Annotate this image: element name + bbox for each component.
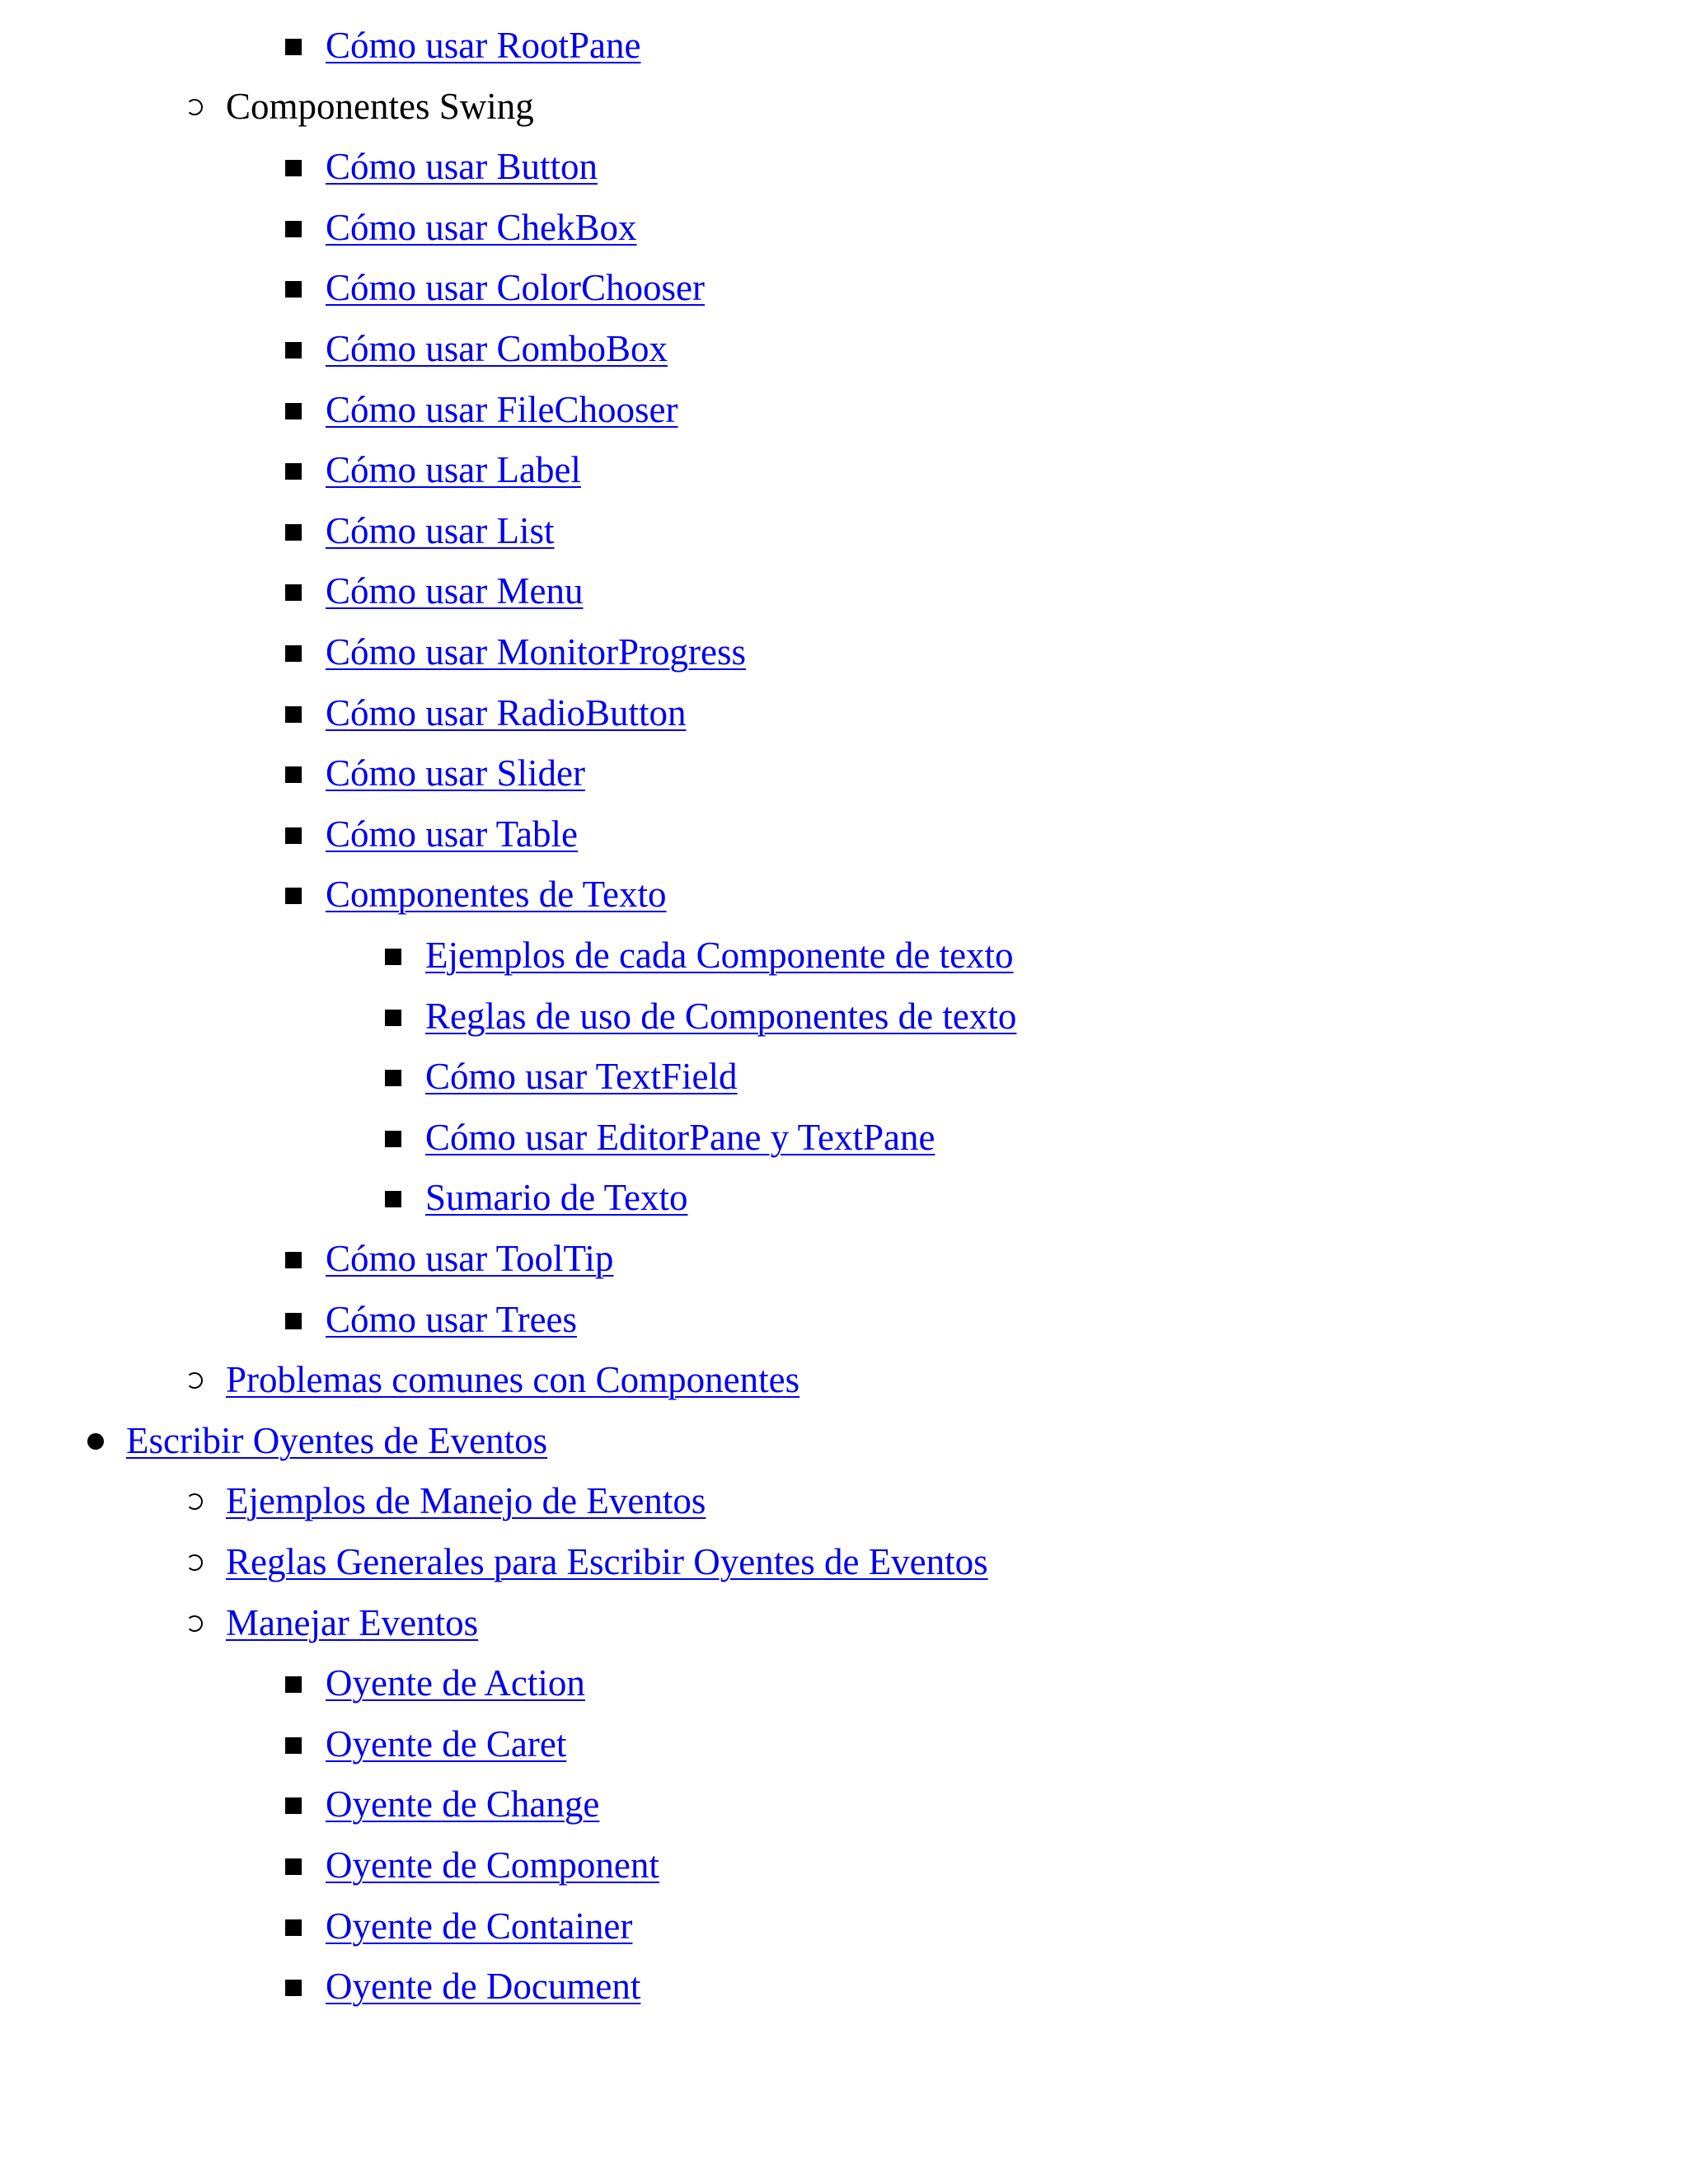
- toc-item-como-usar-label: [0, 439, 1688, 500]
- toc-link[interactable]: Cómo usar Slider: [326, 752, 585, 794]
- toc-link[interactable]: Ejemplos de Manejo de Eventos: [226, 1480, 706, 1522]
- toc-link[interactable]: Cómo usar TextField: [425, 1056, 738, 1098]
- square-bullet-icon: [282, 1896, 307, 1957]
- toc-item-como-usar-colorchooser: [0, 257, 1688, 318]
- toc-item-oyente-de-container: [0, 1896, 1688, 1957]
- toc-link[interactable]: Cómo usar MonitorProgress: [326, 631, 746, 673]
- square-bullet-icon: [382, 1107, 406, 1168]
- toc-link[interactable]: Oyente de Component: [326, 1844, 659, 1886]
- square-bullet-icon: [282, 1835, 307, 1896]
- circle-bullet-icon: [183, 1531, 208, 1592]
- square-bullet-icon: [282, 1228, 307, 1289]
- toc-item-como-usar-combobox: [0, 318, 1688, 379]
- toc-link[interactable]: Reglas de uso de Componentes de texto: [425, 995, 1017, 1037]
- square-bullet-icon: [282, 743, 307, 804]
- toc-link[interactable]: Cómo usar Table: [326, 813, 578, 855]
- toc-item-como-usar-slider: [0, 743, 1688, 804]
- toc-item-como-usar-textfield: [0, 1046, 1688, 1107]
- square-bullet-icon: [382, 1167, 406, 1228]
- square-bullet-icon: [282, 318, 307, 379]
- toc-link[interactable]: Cómo usar RadioButton: [326, 691, 687, 733]
- toc-link[interactable]: Cómo usar ChekBox: [326, 206, 637, 248]
- toc-link[interactable]: Cómo usar ComboBox: [326, 328, 668, 369]
- toc-item-manejar-eventos: [0, 1592, 1688, 1653]
- toc-item-componentes-de-texto: [0, 864, 1688, 925]
- toc-item-como-usar-rootpane: [0, 15, 1688, 76]
- toc-item-componentes-swing: [0, 76, 1688, 137]
- square-bullet-icon: [282, 1956, 307, 2017]
- toc-item-escribir-oyentes-de-eventos: [0, 1410, 1688, 1471]
- square-bullet-icon: [282, 682, 307, 743]
- toc-item-como-usar-monitorprogress: [0, 621, 1688, 682]
- toc-item-problemas-comunes-con-componentes: [0, 1349, 1688, 1410]
- toc-item-como-usar-editorpane-y-textpane: [0, 1107, 1688, 1168]
- toc-link[interactable]: Componentes de Texto: [326, 874, 667, 916]
- toc-link[interactable]: Ejemplos de cada Componente de texto: [425, 935, 1014, 976]
- toc-link[interactable]: Cómo usar FileChooser: [326, 388, 678, 430]
- toc-item-como-usar-table: [0, 804, 1688, 865]
- toc-item-sumario-de-texto: [0, 1167, 1688, 1228]
- toc-item-oyente-de-component: [0, 1835, 1688, 1896]
- toc-item-como-usar-chekbox: [0, 197, 1688, 258]
- toc-link[interactable]: Problemas comunes con Componentes: [226, 1359, 800, 1401]
- square-bullet-icon: [282, 1713, 307, 1774]
- toc-link[interactable]: Oyente de Document: [326, 1966, 641, 2008]
- toc-link[interactable]: Oyente de Container: [326, 1905, 633, 1947]
- toc-link[interactable]: Sumario de Texto: [425, 1177, 688, 1219]
- circle-bullet-icon: [183, 1349, 208, 1410]
- square-bullet-icon: [282, 136, 307, 197]
- toc-link[interactable]: Cómo usar List: [326, 509, 555, 551]
- toc-link[interactable]: Cómo usar ColorChooser: [326, 267, 705, 309]
- toc-item-como-usar-tooltip: [0, 1228, 1688, 1289]
- toc-link[interactable]: Manejar Eventos: [226, 1601, 479, 1643]
- square-bullet-icon: [382, 986, 406, 1047]
- toc-link[interactable]: Oyente de Change: [326, 1783, 600, 1825]
- toc-link[interactable]: Cómo usar ToolTip: [326, 1238, 614, 1279]
- toc-item-reglas-generales-para-escribir-oyentes-de-eventos: [0, 1531, 1688, 1592]
- toc-item-como-usar-radiobutton: [0, 682, 1688, 743]
- toc-item-como-usar-menu: [0, 560, 1688, 621]
- square-bullet-icon: [282, 379, 307, 440]
- toc-link[interactable]: Cómo usar Label: [326, 449, 581, 491]
- square-bullet-icon: [282, 864, 307, 925]
- toc-item-como-usar-filechooser: [0, 379, 1688, 440]
- toc-item-oyente-de-caret: [0, 1713, 1688, 1774]
- toc-heading: Componentes Swing: [226, 85, 534, 127]
- toc-link[interactable]: Oyente de Caret: [326, 1722, 567, 1765]
- toc-item-ejemplos-de-cada-componente-de-texto: [0, 925, 1688, 986]
- toc-item-como-usar-list: [0, 500, 1688, 561]
- toc-link[interactable]: Escribir Oyentes de Eventos: [126, 1419, 548, 1461]
- circle-bullet-icon: [183, 76, 208, 137]
- toc-item-oyente-de-change: [0, 1774, 1688, 1835]
- square-bullet-icon: [282, 439, 307, 500]
- toc-item-como-usar-button: [0, 136, 1688, 197]
- toc-item-reglas-de-uso-de-componentes-de-texto: [0, 986, 1688, 1047]
- disc-bullet-icon: [84, 1410, 109, 1471]
- square-bullet-icon: [282, 1289, 307, 1350]
- circle-bullet-icon: [183, 1592, 208, 1653]
- toc-link[interactable]: Cómo usar RootPane: [326, 25, 641, 66]
- square-bullet-icon: [282, 621, 307, 682]
- square-bullet-icon: [282, 15, 307, 76]
- square-bullet-icon: [282, 1652, 307, 1713]
- square-bullet-icon: [282, 804, 307, 865]
- toc-link[interactable]: Cómo usar Menu: [326, 570, 584, 612]
- square-bullet-icon: [382, 925, 406, 986]
- toc-item-ejemplos-de-manejo-de-eventos: [0, 1470, 1688, 1531]
- square-bullet-icon: [282, 1774, 307, 1835]
- toc-item-oyente-de-document: [0, 1956, 1688, 2017]
- toc-item-oyente-de-action: [0, 1652, 1688, 1713]
- square-bullet-icon: [282, 197, 307, 258]
- toc-link[interactable]: Cómo usar EditorPane y TextPane: [425, 1116, 935, 1158]
- square-bullet-icon: [282, 500, 307, 561]
- toc-link[interactable]: Cómo usar Trees: [326, 1298, 578, 1340]
- circle-bullet-icon: [183, 1470, 208, 1531]
- toc-link[interactable]: Oyente de Action: [326, 1662, 585, 1704]
- toc-link[interactable]: Cómo usar Button: [326, 146, 598, 188]
- square-bullet-icon: [382, 1046, 406, 1107]
- square-bullet-icon: [282, 257, 307, 318]
- toc-item-como-usar-trees: [0, 1289, 1688, 1350]
- square-bullet-icon: [282, 560, 307, 621]
- toc-link[interactable]: Reglas Generales para Escribir Oyentes de Eventos: [226, 1541, 988, 1582]
